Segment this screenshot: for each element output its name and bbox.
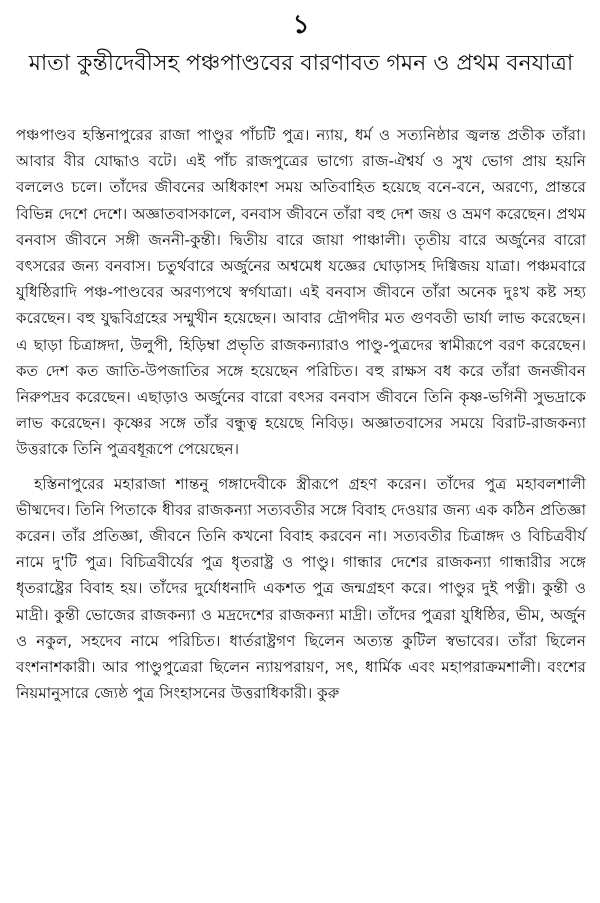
chapter-number: ১ <box>292 10 310 40</box>
paragraph-1: পঞ্চপাণ্ডব হস্তিনাপুরের রাজা পাণ্ডুর পাঁচটি পুত্র। ন্যায়, ধর্ম ও সত্যনিষ্ঠার জ্বলন্ত প্রতীক তাঁরা। আবার বীর যোদ্ধাও বটে। এই পাঁচ রাজপুত্রের ভাগ্যে রাজ-ঐশ্বর্য ও সুখ ভোগ প্রায় হয়নি বললেও চলে। তাঁদের জীবনের অধিকাংশ সময় অতিবাহিত হয়েছে বনে-বনে, অরণ্যে, প্রান্তরে বিভিন্ন দেশে দেশে। অজ্ঞাতবাসকালে, বনবাস জীবনে তাঁরা বহু দেশ জয় ও ভ্রমণ করেছেন। প্রথম বনবাস জীবনে সঙ্গী জননী-কুন্তী। দ্বিতীয় বারে জায়া পাঞ্চালী। তৃতীয় বারে অর্জুনের বারো বৎসরের জন্য বনবাস। চতুর্থবারে অর্জুনের অশ্বমেধ যজ্ঞের ঘোড়াসহ দিগ্বিজয় যাত্রা। পঞ্চমবারে যুধিষ্ঠিরাদি পঞ্চ-পাণ্ডবের অরণ্যপথে স্বর্গযাত্রা। এই বনবাস জীবনে তাঁরা অনেক দুঃখ কষ্ট সহ্য করেছেন। বহু যুদ্ধবিগ্রহের সম্মুখীন হয়েছেন। আবার দ্রৌপদীর মত গুণবতী ভার্যা লাভ করেছেন। এ ছাড়া চিত্রাঙ্গদা, উলুপী, হিড়িম্বা প্রভৃতি রাজকন্যারাও পাণ্ডু-পুত্রদের স্বামীরূপে বরণ করেছেন। কত দেশ কত জাতি-উপজাতির সঙ্গে হয়েছেন পরিচিত। বহু রাক্ষস বধ করে তাঁরা জনজীবন নিরুপদ্রব করেছেন। এছাড়াও অর্জুনের বারো বৎসর বনবাস জীবনে তিনি কৃষ্ণ-ভগিনী সুভদ্রাকে লাভ করেছেন। কৃষ্ণের সঙ্গে তাঁর বন্ধুত্ব হয়েছে নিবিড়। অজ্ঞাতবাসের সময়ে বিরাট-রাজকন্যা উত্তরাকে তিনি পুত্রবধূরূপে পেয়েছেন। <box>16 126 586 459</box>
chapter-title: মাতা কুন্তীদেবীসহ পঞ্চপাণ্ডবের বারণাবত গমন ও প্রথম বনযাত্রা <box>28 51 574 76</box>
chapter-body <box>16 122 586 706</box>
paragraph-2: হস্তিনাপুরের মহারাজা শান্তনু গঙ্গাদেবীকে স্ত্রীরূপে গ্রহণ করেন। তাঁদের পুত্র মহাবলশালী ভীষ্মদেব। তিনি পিতাকে ধীবর রাজকন্যা সত্যবতীর সঙ্গে বিবাহ দেওয়ার জন্য এক কঠিন প্রতিজ্ঞা করেন। তাঁর প্রতিজ্ঞা, জীবনে তিনি কখনো বিবাহ করবেন না। সত্যবতীর চিত্রাঙ্গদ ও বিচিত্রবীর্য নামে দু'টি পুত্র। বিচিত্রবীর্যের পুত্র ধৃতরাষ্ট্র ও পাণ্ডু। গান্ধার দেশের রাজকন্যা গান্ধারীর সঙ্গে ধৃতরাষ্ট্রের বিবাহ হয়। তাঁদের দুর্যোধনাদি একশত পুত্র জন্মগ্রহণ করে। পাণ্ডুর দুই পত্নী। কুন্তী ও মাদ্রী। কুন্তী ভোজের রাজকন্যা ও মদ্রদেশের রাজকন্যা মাদ্রী। তাঁদের পুত্ররা যুধিষ্ঠির, ভীম, অর্জুন ও নকুল, সহদেব নামে পরিচিত। ধার্তরাষ্ট্রগণ ছিলেন অত্যন্ত কুটিল স্বভাবের। তাঁরা ছিলেন বংশনাশকারী। আর পাণ্ডুপুত্রেরা ছিলেন ন্যায়পরায়ণ, সৎ, ধার্মিক এবং মহাপরাক্রমশালী। বংশের নিয়মানুসারে জ্যেষ্ঠ পুত্র সিংহাসনের উত্তরাধিকারী। কুরু <box>16 474 586 703</box>
